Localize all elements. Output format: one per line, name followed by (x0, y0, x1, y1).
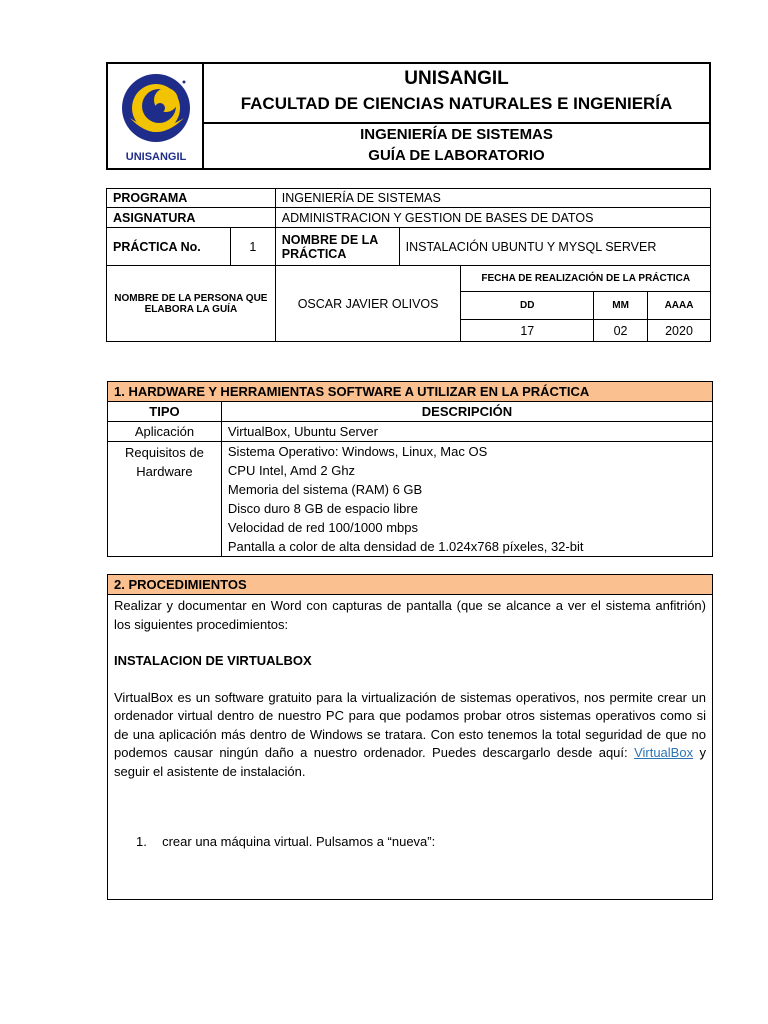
persona-value: OSCAR JAVIER OLIVOS (275, 266, 461, 342)
aaaa-label: AAAA (648, 292, 711, 320)
tipo-requisitos: Requisitos de Hardware (108, 442, 222, 557)
info-table (106, 188, 711, 342)
nombre-practica-label: NOMBRE DE LA PRÁCTICA (275, 228, 399, 266)
procedures-subtitle: INSTALACION DE VIRTUALBOX (114, 653, 312, 668)
hardware-table (107, 381, 713, 557)
paragraph-text: VirtualBox es un software gratuito para la virtualización de sistemas operativos, nos permite crear un ordenador virtual dentro de nuestro PC para que podamos probar otros sistemas operativos como si de una aplicación más dentro de Windows se tratara. Con esto tenemos la total seguridad de que no podemos causar ningún daño a nuestro ordenador. Puedes descargarlo desde aquí: (114, 689, 706, 760)
hardware-title: 1. HARDWARE Y HERRAMIENTAS SOFTWARE A UTILIZAR EN LA PRÁCTICA (108, 382, 713, 402)
faculty-name: FACULTAD DE CIENCIAS NATURALES E INGENIERÍA (240, 94, 673, 113)
mm-label: MM (594, 292, 648, 320)
persona-label: NOMBRE DE LA PERSONA QUE ELABORA LA GUÍA (107, 266, 276, 342)
virtualbox-link[interactable]: VirtualBox (634, 745, 694, 760)
title-top (204, 64, 709, 124)
tipo-aplicacion: Aplicación (108, 422, 222, 442)
procedures-title: 2. PROCEDIMIENTOS (108, 575, 712, 595)
programa-value: INGENIERÍA DE SISTEMAS (275, 189, 710, 208)
req-line: Sistema Operativo: Windows, Linux, Mac OS (227, 444, 488, 459)
unisangil-logo (110, 66, 202, 166)
dd-value: 17 (461, 320, 594, 342)
programa-label: PROGRAMA (107, 189, 276, 208)
desc-requisitos (221, 442, 712, 557)
req-line: Disco duro 8 GB de espacio libre (227, 501, 418, 516)
req-line: Pantalla a color de alta densidad de 1.024x768 píxeles, 32-bit (227, 539, 584, 554)
title-bottom (204, 124, 709, 168)
program-name: INGENIERÍA DE SISTEMAS (360, 126, 553, 143)
document-header (106, 62, 711, 170)
mm-value: 02 (594, 320, 648, 342)
req-line: Memoria del sistema (RAM) 6 GB (227, 482, 423, 497)
practica-value: 1 (230, 228, 275, 266)
procedures-paragraph (114, 689, 706, 782)
col-tipo: TIPO (108, 402, 222, 422)
paragraph-end: y seguir el asistente de instalación. (114, 745, 706, 779)
asignatura-label: ASIGNATURA (107, 208, 276, 228)
req-line: Velocidad de red 100/1000 mbps (227, 520, 418, 535)
step-number: 1. (136, 834, 147, 849)
dd-label: DD (461, 292, 594, 320)
aaaa-value: 2020 (648, 320, 711, 342)
fecha-label: FECHA DE REALIZACIÓN DE LA PRÁCTICA (461, 266, 711, 292)
procedures-section (107, 574, 713, 900)
col-descripcion: DESCRIPCIÓN (221, 402, 712, 422)
procedures-body (114, 597, 706, 852)
nombre-practica-value: INSTALACIÓN UBUNTU Y MYSQL SERVER (399, 228, 710, 266)
asignatura-value: ADMINISTRACION Y GESTION DE BASES DE DATOS (275, 208, 710, 228)
desc-aplicacion: VirtualBox, Ubuntu Server (221, 422, 712, 442)
procedures-intro: Realizar y documentar en Word con capturas de pantalla (que se alcance a ver el sistema anfitrión) los siguientes procedimientos: (114, 598, 706, 632)
logo-cell (108, 64, 204, 168)
guide-title: GUÍA DE LABORATORIO (368, 147, 545, 164)
logo-text: UNISANGIL (125, 151, 187, 163)
step-item (114, 833, 706, 852)
req-line: CPU Intel, Amd 2 Ghz (227, 463, 356, 478)
institution-name: UNISANGIL (404, 68, 509, 89)
practica-label: PRÁCTICA No. (107, 228, 231, 266)
step-text: crear una máquina virtual. Pulsamos a “nueva”: (162, 834, 436, 849)
